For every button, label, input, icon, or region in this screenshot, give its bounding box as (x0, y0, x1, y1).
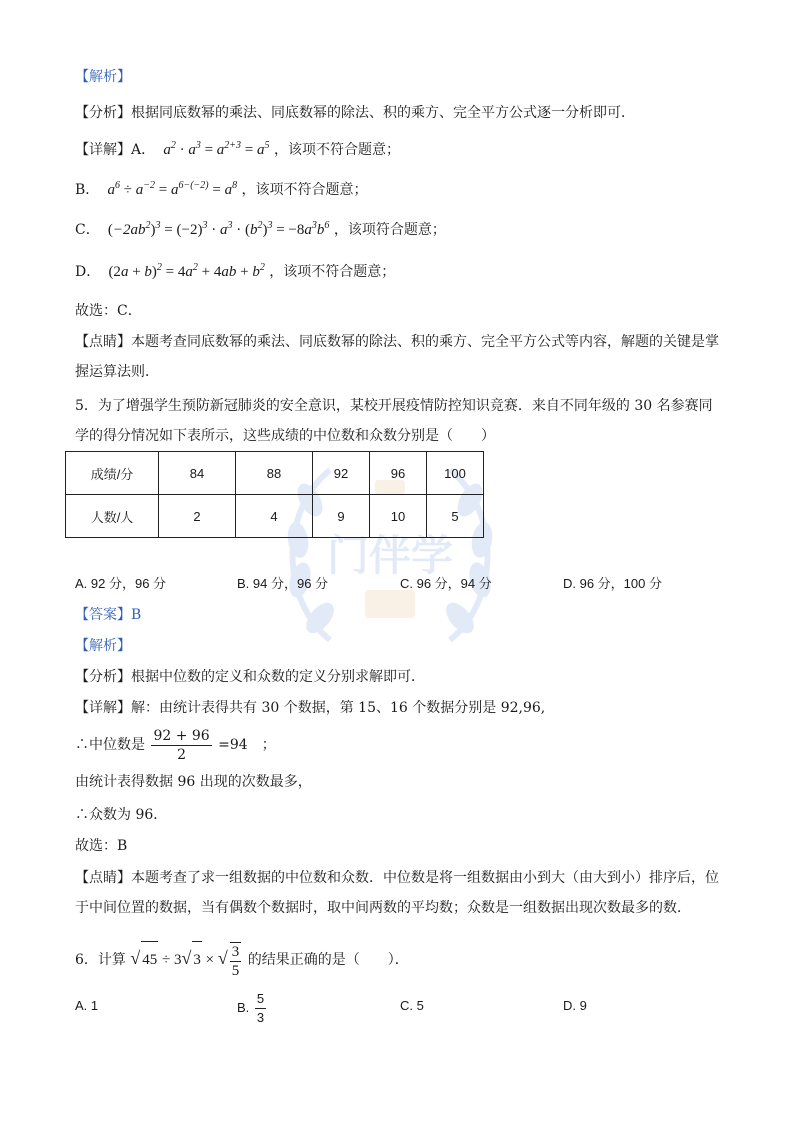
fraction-denominator: 3 (256, 1010, 265, 1025)
answer-label: 【答案】B (75, 607, 142, 623)
section-jiexi: 【解析】 (75, 69, 131, 85)
score-table (65, 451, 484, 538)
detail-label-b: B． (75, 182, 100, 198)
table-cell: 92 (313, 452, 370, 495)
table-cell: 4 (236, 495, 313, 538)
question-5-stem: 5．为了增强学生预防新冠肺炎的安全意识，某校开展疫情防控知识竞赛．来自不同年级的 30 名参赛同学的得分情况如下表所示，这些成绩的中位数和众数分别是（ ） (75, 398, 713, 444)
table-row (66, 495, 484, 538)
option-a[interactable]: A. 1 (75, 998, 99, 1013)
section-jiexi-q5: 【解析】 (75, 638, 131, 654)
detail-tail-c: ，该项符合题意； (333, 222, 446, 238)
detail-q5: 【详解】解：由统计表得共有 30 个数据，第 15、16 个数据分别是 92,96, (75, 700, 546, 716)
option-c[interactable]: C. 5 (400, 998, 424, 1013)
table-cell: 96 (370, 452, 427, 495)
table-cell: 84 (159, 452, 236, 495)
option-b-label: B. (237, 999, 250, 1015)
analysis-text: 【分析】根据同底数幂的乘法、同底数幂的除法、积的乘方、完全平方公式逐一分析即可． (75, 105, 635, 121)
option-a[interactable]: A. 92 分，96 分 (75, 576, 167, 591)
question-6-suffix: 的结果正确的是（ ）． (247, 952, 409, 968)
detail-line-a (75, 140, 400, 160)
table-cell: 人数/人 (66, 495, 159, 538)
analysis-q5: 【分析】根据中位数的定义和众数的定义分别求解即可． (75, 669, 425, 685)
question-6-stem (75, 940, 409, 980)
question-6-prefix: 6．计算 (75, 952, 126, 968)
remark-q5: 【点睛】本题考查了求一组数据的中位数和众数．中位数是将一组数据由小到大（由大到小）排序后，位于中间位置的数据，当有偶数个数据时，取中间两数的平均数；众数是一组数据出现次数最多的数． (75, 870, 719, 916)
median-line (75, 726, 276, 764)
mode-result: ∴众数为 96． (75, 807, 168, 823)
formula-d: $(2a + b)^2 = 4a^2 + 4ab + b^2$ (108, 262, 265, 280)
median-fraction (151, 727, 211, 764)
table-cell: 100 (427, 452, 484, 495)
table-cell: 2 (159, 495, 236, 538)
fraction-numerator: 92 + 96 (153, 727, 210, 744)
answer-choice-q4: 故选：C． (75, 303, 142, 319)
detail-label-a: 【详解】A． (75, 142, 156, 158)
table-cell: 10 (370, 495, 427, 538)
formula-a: $a^2 \cdot a^3 = a^{2+3} = a^5$ (159, 140, 270, 158)
detail-line-c (75, 220, 446, 240)
option-d[interactable]: D. 96 分，100 分 (563, 576, 662, 591)
fraction-numerator: 5 (255, 990, 266, 1009)
answer-choice-q5: 故选：B (75, 838, 128, 854)
median-prefix: ∴中位数是 (75, 737, 145, 753)
detail-tail-d: ，该项不符合题意； (269, 264, 396, 280)
table-cell: 9 (313, 495, 370, 538)
detail-line-d (75, 262, 395, 282)
formula-q6: √ 45 ÷ 3√ 3 × √ $\frac{3}{5}$ (130, 952, 243, 968)
remark-q4: 【点睛】本题考查同底数幂的乘法、同底数幂的除法、积的乘方、完全平方公式等内容，解题的关键是掌握运算法则． (75, 334, 719, 380)
option-c[interactable]: C. 96 分，94 分 (400, 576, 492, 591)
formula-b: $a^6 \div a^{-2} = a^{6-(-2)} = a^8$ (103, 180, 238, 198)
fraction-denominator: 2 (177, 746, 187, 763)
watermark-text: 门伴学 (326, 531, 454, 580)
table-cell: 88 (236, 452, 313, 495)
option-b-fraction (255, 990, 266, 1027)
table-cell: 5 (427, 495, 484, 538)
detail-label-c: C． (75, 222, 100, 238)
question-5-options (75, 573, 755, 595)
table-cell: 成绩/分 (66, 452, 159, 495)
option-b[interactable] (237, 990, 268, 1027)
mode-line: 由统计表得数据 96 出现的次数最多， (75, 774, 312, 790)
table-row (66, 452, 484, 495)
detail-line-b (75, 180, 368, 200)
question-6-options (75, 990, 755, 1030)
option-d[interactable]: D. 9 (563, 998, 587, 1013)
detail-label-d: D． (75, 264, 101, 280)
formula-c: $(-2ab^2)^3 = (-2)^3 \cdot a^3 \cdot (b^2)^3 = -8a^3b^6$ (107, 220, 330, 238)
detail-tail-a: ，该项不符合题意； (273, 142, 400, 158)
detail-tail-b: ，该项不符合题意； (241, 182, 368, 198)
median-result: =94 ； (218, 737, 276, 753)
option-b[interactable]: B. 94 分，96 分 (237, 576, 329, 591)
